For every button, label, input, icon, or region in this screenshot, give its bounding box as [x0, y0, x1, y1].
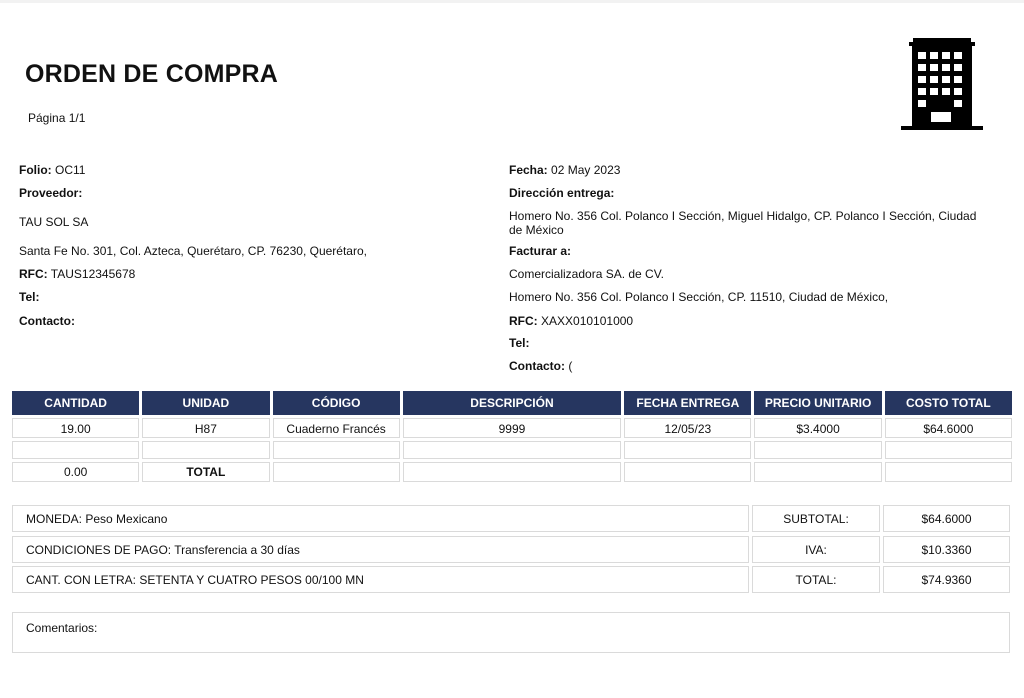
cell-empty: [273, 441, 400, 459]
cell-empty: [403, 441, 621, 459]
page-title: ORDEN DE COMPRA: [25, 60, 279, 88]
cell-empty: [142, 441, 269, 459]
total-label: TOTAL: [142, 462, 269, 482]
building-icon: [900, 36, 984, 132]
subtotal-value: $64.6000: [883, 505, 1010, 532]
cell-empty: [754, 441, 881, 459]
rfc-value: XAXX010101000: [541, 314, 634, 328]
direccion-label: Dirección entrega:: [509, 186, 615, 200]
iva-value: $10.3360: [883, 536, 1010, 563]
proveedor-contacto: Contacto:: [19, 314, 75, 328]
table-header-row: [12, 391, 1012, 415]
top-divider: [0, 0, 1024, 3]
header-precio-unitario: PRECIO UNITARIO: [754, 391, 881, 415]
proveedor-rfc: [19, 267, 135, 281]
rfc-label: RFC:: [19, 267, 48, 281]
proveedor-address: Santa Fe No. 301, Col. Azteca, Querétaro, CP. 76230, Querétaro,: [19, 244, 367, 258]
cell-fecha-entrega: 12/05/23: [624, 418, 751, 438]
proveedor-tel: Tel:: [19, 290, 40, 304]
cell-precio-unitario: $3.4000: [754, 418, 881, 438]
header-unidad: UNIDAD: [142, 391, 269, 415]
contacto-value: (: [568, 359, 573, 373]
rfc-label: RFC:: [509, 314, 538, 328]
facturar-rfc: [509, 314, 633, 328]
cell-empty: [885, 462, 1012, 482]
total-value: $74.9360: [883, 566, 1010, 593]
direccion-value: Homero No. 356 Col. Polanco I Sección, Miguel Hidalgo, CP. Polanco I Sección, Ciudad de México: [509, 209, 977, 237]
cell-empty: [624, 462, 751, 482]
header-costo-total: COSTO TOTAL: [885, 391, 1012, 415]
cell-empty: [12, 441, 139, 459]
cell-descripcion: 9999: [403, 418, 621, 438]
condiciones-field: CONDICIONES DE PAGO: Transferencia a 30 días: [12, 536, 749, 563]
fecha-label: Fecha:: [509, 163, 548, 177]
cell-empty: [403, 462, 621, 482]
total-label-box: TOTAL:: [752, 566, 880, 593]
facturar-address: Homero No. 356 Col. Polanco I Sección, CP. 11510, Ciudad de México,: [509, 290, 889, 304]
table-row: [12, 418, 1012, 438]
header-codigo: CÓDIGO: [273, 391, 400, 415]
fecha-field: [509, 163, 620, 177]
cell-empty: [273, 462, 400, 482]
comentarios-box: [12, 612, 1010, 653]
header-fecha-entrega: FECHA ENTREGA: [624, 391, 751, 415]
subtotal-label: SUBTOTAL:: [752, 505, 880, 532]
cell-empty: [754, 462, 881, 482]
cell-unidad: H87: [142, 418, 269, 438]
rfc-value: TAUS12345678: [50, 267, 136, 281]
fecha-value: 02 May 2023: [551, 163, 621, 177]
facturar-label: Facturar a:: [509, 244, 572, 258]
cell-costo-total: $64.6000: [885, 418, 1012, 438]
total-cantidad: 0.00: [12, 462, 139, 482]
proveedor-label: Proveedor:: [19, 186, 83, 200]
moneda-field: MONEDA: Peso Mexicano: [12, 505, 749, 532]
page-number: Página 1/1: [28, 111, 86, 125]
table-total-row: [12, 462, 1012, 482]
iva-label: IVA:: [752, 536, 880, 563]
contacto-label: Contacto:: [509, 359, 565, 373]
facturar-name: Comercializadora SA. de CV.: [509, 267, 664, 281]
comentarios-label: Comentarios:: [26, 621, 98, 635]
facturar-tel: Tel:: [509, 336, 530, 350]
header-cantidad: CANTIDAD: [12, 391, 139, 415]
cell-cantidad: 19.00: [12, 418, 139, 438]
folio-value: OC11: [55, 163, 86, 177]
table-row: [12, 441, 1012, 459]
proveedor-name: TAU SOL SA: [19, 215, 89, 229]
cell-codigo: Cuaderno Francés: [273, 418, 400, 438]
cell-empty: [885, 441, 1012, 459]
header-descripcion: DESCRIPCIÓN: [403, 391, 621, 415]
folio-field: [19, 163, 85, 177]
cell-empty: [624, 441, 751, 459]
facturar-contacto: [509, 359, 572, 373]
folio-label: Folio:: [19, 163, 52, 177]
items-table: [9, 388, 1015, 485]
cantidad-letra-field: CANT. CON LETRA: SETENTA Y CUATRO PESOS 00/100 MN: [12, 566, 749, 593]
